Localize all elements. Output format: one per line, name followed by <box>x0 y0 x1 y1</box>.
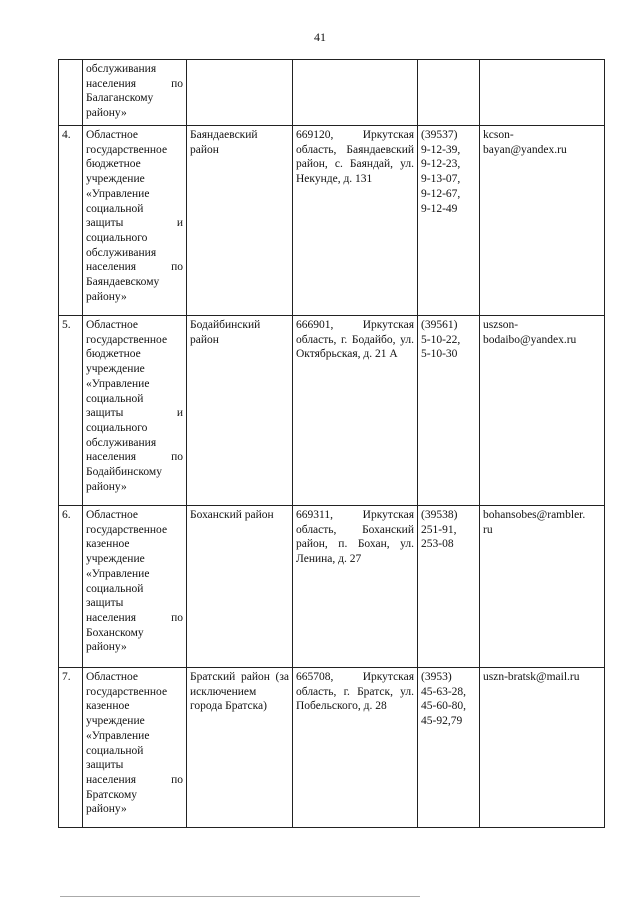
cell-area <box>187 316 293 506</box>
address-text: 665708, Иркутская область, г. Братск, ул. Побельского, д. 28 <box>296 671 414 713</box>
cell-area <box>187 668 293 828</box>
name-line: району» <box>86 480 127 493</box>
cell-name <box>83 506 187 668</box>
name-line: защиты и <box>86 407 183 420</box>
phone-line: (39537) <box>421 129 458 141</box>
name-line: Балаганскому <box>86 92 154 105</box>
cell-email <box>480 668 605 828</box>
table-row-continuation <box>59 60 605 126</box>
name-line: социальной <box>86 392 144 405</box>
cell-area <box>187 506 293 668</box>
cell-address <box>293 316 418 506</box>
institutions-table <box>58 59 605 828</box>
cell-num <box>59 506 83 668</box>
name-line: социальной <box>86 744 144 757</box>
name-line: Баяндаевскому <box>86 276 160 289</box>
address-text: 666901, Иркутская область, г. Бодайбо, ул. Октябрьская, д. 21 А <box>296 319 414 361</box>
phone-line: 9-12-67, <box>421 187 461 200</box>
row-number: 7. <box>62 671 71 683</box>
cell-area <box>187 60 293 126</box>
address-text: 669120, Иркутская область, Баяндаевский район, с. Баяндай, ул. Некунде, д. 131 <box>296 129 414 186</box>
phone-line: 9-13-07, <box>421 173 461 186</box>
row-number: 6. <box>62 509 71 521</box>
name-line: социальной <box>86 582 144 595</box>
name-line: социального <box>86 232 148 245</box>
name-line: учреждение <box>86 363 145 376</box>
cell-email <box>480 126 605 316</box>
name-line: «Управление <box>86 187 150 200</box>
name-line: населения по <box>86 261 183 274</box>
name-line: бюджетное <box>86 158 141 171</box>
name-line: району» <box>86 641 127 654</box>
name-line: учреждение <box>86 173 145 186</box>
phone-line: 9-12-49 <box>421 202 458 215</box>
email-line: uszson- <box>483 319 519 331</box>
name-line: защиты <box>86 597 124 610</box>
name-line: государственное <box>86 685 168 698</box>
name-line: Братскому <box>86 788 137 801</box>
cell-name <box>83 316 187 506</box>
cell-phone <box>418 316 480 506</box>
name-line: защиты и <box>86 217 183 230</box>
cell-num <box>59 126 83 316</box>
email-line: kcson- <box>483 129 514 141</box>
phone-line: 45-60-80, <box>421 700 467 713</box>
cell-email <box>480 506 605 668</box>
cell-address <box>293 668 418 828</box>
cell-phone <box>418 668 480 828</box>
cell-name <box>83 60 187 126</box>
phone-line: 251-91, <box>421 523 457 536</box>
phone-line: 253-08 <box>421 538 454 551</box>
name-line: району» <box>86 290 127 303</box>
name-line: государственное <box>86 143 168 156</box>
cell-num <box>59 60 83 126</box>
email-line: ru <box>483 523 493 536</box>
row-number: 5. <box>62 319 71 331</box>
name-line: населения по <box>86 774 183 787</box>
cell-email <box>480 60 605 126</box>
phone-line: 9-12-39, <box>421 143 461 156</box>
phone-line: (39561) <box>421 319 458 331</box>
table-row <box>59 668 605 828</box>
name-line: государственное <box>86 523 168 536</box>
name-line: населения по <box>86 451 183 464</box>
name-line: району» <box>86 107 127 120</box>
name-line: учреждение <box>86 553 145 566</box>
area-text: Баяндаевский район <box>190 129 258 156</box>
bottom-rule <box>60 896 420 897</box>
cell-name <box>83 668 187 828</box>
address-text: 669311, Иркутская область, Боханский район, п. Бохан, ул. Ленина, д. 27 <box>296 509 414 566</box>
name-line: населения по <box>86 612 183 625</box>
name-line: социальной <box>86 202 144 215</box>
name-line: защиты <box>86 759 124 772</box>
name-line: Боханскому <box>86 626 144 639</box>
table-row <box>59 126 605 316</box>
cell-num <box>59 316 83 506</box>
page-number: 41 <box>314 30 326 44</box>
name-line: Областное <box>86 671 138 683</box>
cell-address <box>293 506 418 668</box>
name-line: обслуживания <box>86 246 157 259</box>
table-row <box>59 316 605 506</box>
name-line: Областное <box>86 129 138 141</box>
name-line: «Управление <box>86 729 150 742</box>
phone-line: 5-10-22, <box>421 333 461 346</box>
name-line: «Управление <box>86 377 150 390</box>
name-line: обслуживания <box>86 63 157 75</box>
cell-phone <box>418 60 480 126</box>
name-line: Областное <box>86 509 138 521</box>
name-line: социального <box>86 422 148 435</box>
name-line: обслуживания <box>86 436 157 449</box>
cell-num <box>59 668 83 828</box>
email-line: bayan@yandex.ru <box>483 143 567 156</box>
name-line: казенное <box>86 700 130 713</box>
cell-address <box>293 126 418 316</box>
name-line: населения по <box>86 77 183 90</box>
cell-name <box>83 126 187 316</box>
phone-line: 9-12-23, <box>421 158 461 171</box>
cell-phone <box>418 126 480 316</box>
name-line: учреждение <box>86 715 145 728</box>
phone-line: 5-10-30 <box>421 348 458 361</box>
cell-area <box>187 126 293 316</box>
name-line: Областное <box>86 319 138 331</box>
email-line: bodaibo@yandex.ru <box>483 333 577 346</box>
row-number: 4. <box>62 129 71 141</box>
phone-line: (39538) <box>421 509 458 521</box>
phone-line: (3953) <box>421 671 452 683</box>
email-line: bohansobes@rambler. <box>483 509 586 521</box>
name-line: бюджетное <box>86 348 141 361</box>
name-line: району» <box>86 803 127 816</box>
name-line: государственное <box>86 333 168 346</box>
name-line: «Управление <box>86 567 150 580</box>
cell-address <box>293 60 418 126</box>
name-line: казенное <box>86 538 130 551</box>
area-text: Боханский район <box>190 509 274 521</box>
email-line: uszn-bratsk@mail.ru <box>483 671 580 683</box>
table-row <box>59 506 605 668</box>
phone-line: 45-63-28, <box>421 685 467 698</box>
cell-email <box>480 316 605 506</box>
cell-phone <box>418 506 480 668</box>
name-line: Бодайбинскому <box>86 466 162 479</box>
area-text: Братский район (за исключением города Братска) <box>190 671 289 713</box>
area-text: Бодайбинский район <box>190 319 261 346</box>
phone-line: 45-92,79 <box>421 715 463 728</box>
